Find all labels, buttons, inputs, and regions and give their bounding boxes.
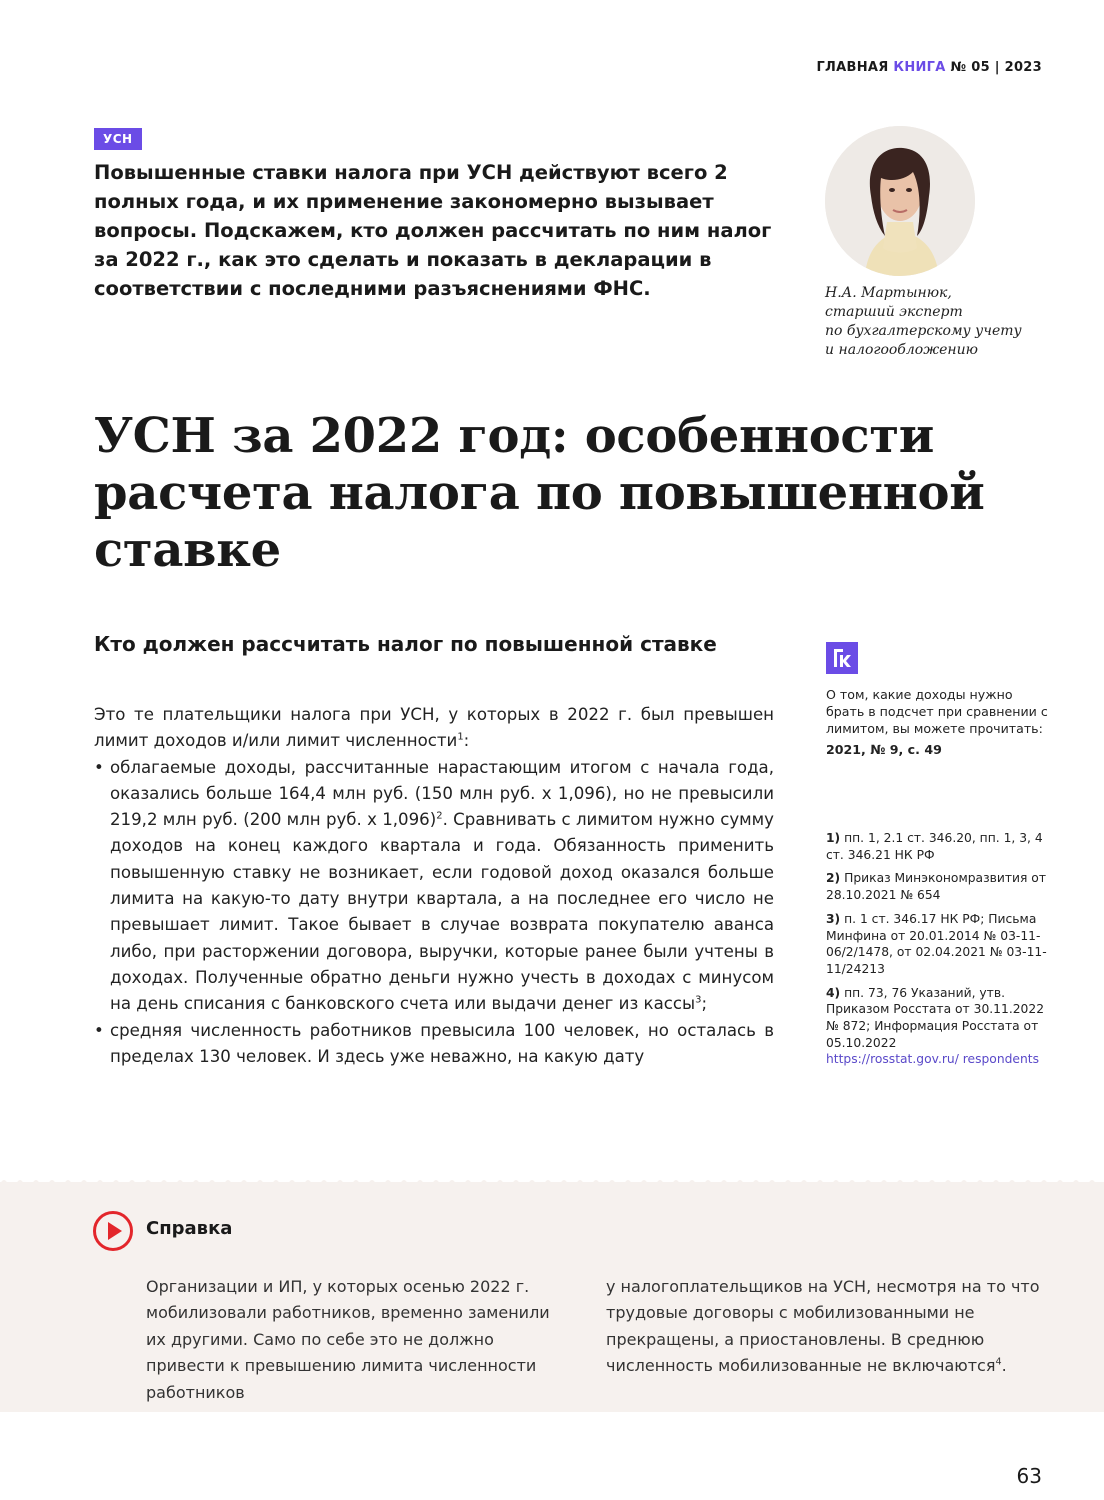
footnote-number: 2) xyxy=(826,871,841,886)
bullet1-end: ; xyxy=(701,994,708,1014)
section-subhead: Кто должен рассчитать налог по повышенной ставке xyxy=(94,632,717,656)
author-role-3: и налогообложению xyxy=(825,342,978,358)
play-icon-glyph xyxy=(92,1210,134,1252)
info-box-column-left: Организации и ИП, у которых осенью 2022 г. мобилизовали работников, временно заменили их другими. Само по себе это не должно привести к превышению лимита численности работников xyxy=(146,1277,550,1402)
gk-logo-icon[interactable] xyxy=(826,642,858,674)
footnote-text: пп. 1, 2.1 ст. 346.20, пп. 1, 3, 4 ст. 346.21 НК РФ xyxy=(826,831,1043,862)
footnote-ref-1[interactable]: 1 xyxy=(457,731,464,743)
info-box-column-right xyxy=(606,1274,1046,1380)
article-body xyxy=(94,702,774,1070)
bullet1-text-b: . Сравнивать с лимитом нужно сумму доходов на конец каждого квартала и года. Обязанность применить повышенную ставку не возникает, если годовой доход оказался больше лимита на какую-то дату внутри квартала, а на последнее его число не превышает лимит. Такое бывает в случае возврата покупателю аванса либо, при расторжении договора, выручки, которые ранее были учтены в доходах. Полученные обратно деньги нужно учесть в доходах с минусом на день списания с банковского счета или выдачи денег из кассы xyxy=(110,810,774,1014)
author-role-2: по бухгалтерскому учету xyxy=(825,323,1022,339)
play-icon xyxy=(92,1210,134,1252)
list-item xyxy=(94,1018,774,1071)
author-caption xyxy=(825,284,1045,360)
footnote-item xyxy=(826,830,1058,863)
bullet1-text-a: облагаемые доходы, рассчитанные нарастающим итогом с начала года, оказались больше 164,4 млн руб. (150 млн руб. х 1,096), но не превысили 219,2 млн руб. (200 млн руб. х 1,096) xyxy=(110,757,774,830)
footnote-ref-2[interactable]: 2 xyxy=(436,810,443,822)
masthead-issue: № 05 | 2023 xyxy=(945,60,1042,75)
author-portrait xyxy=(825,126,975,276)
criteria-list xyxy=(94,755,774,1071)
section-tag: УСН xyxy=(94,128,142,150)
side-note-text: О том, какие доходы нужно брать в подсчет при сравнении с лимитом, вы можете прочитать: xyxy=(826,687,1048,736)
side-note-reference[interactable]: 2021, № 9, с. 49 xyxy=(826,742,942,757)
footnote-ref-3[interactable]: 3 xyxy=(695,994,702,1006)
author-role-1: старший эксперт xyxy=(825,304,963,320)
footnote-item xyxy=(826,911,1058,978)
footnote-item xyxy=(826,985,1058,1069)
info-box-title: Справка xyxy=(146,1218,233,1239)
list-item xyxy=(94,755,774,1018)
footnote-text: п. 1 ст. 346.17 НК РФ; Письма Минфина от 20.01.2014 № 03-11-06/2/1478, от 02.04.2021 № 03-11-11/24213 xyxy=(826,911,1047,976)
footnote-number: 1) xyxy=(826,831,841,845)
info-right-end: . xyxy=(1001,1356,1007,1376)
footnote-ref-4[interactable]: 4 xyxy=(995,1356,1002,1368)
body-intro-end: : xyxy=(463,731,470,751)
footnote-text: Приказ Минэкономразвития от 28.10.2021 № 654 xyxy=(826,871,1046,903)
author-portrait-icon xyxy=(825,126,975,276)
masthead-brand-1: ГЛАВНАЯ xyxy=(816,60,894,75)
masthead-brand-2: КНИГА xyxy=(893,60,946,75)
footnotes xyxy=(826,830,1058,1075)
lead-paragraph: Повышенные ставки налога при УСН действуют всего 2 полных года, и их применение закономерно вызывает вопросы. Подскажем, кто должен рассчитать по ним налог за 2022 г., как это сделать и показать в декларации в соответствии с последними разъяснениями ФНС. xyxy=(94,161,772,300)
footnote-number: 3) xyxy=(826,911,841,926)
footnote-number: 4) xyxy=(826,985,841,1000)
author-name: Н.А. Мартынюк, xyxy=(825,285,952,301)
info-right-text: у налогоплательщиков на УСН, несмотря на то что трудовые договоры с мобилизованными не прекращены, а приостановлены. В среднюю численность мобилизованные не включаются xyxy=(606,1277,1040,1376)
masthead xyxy=(816,60,1042,75)
article-headline: УСН за 2022 год: особенности расчета налога по повышенной ставке xyxy=(94,408,985,578)
footnote-text: пп. 73, 76 Указаний, утв. Приказом Росстата от 30.11.2022 № 872; Информация Росстата от 05.10.2022 xyxy=(826,985,1045,1050)
rosstat-link[interactable]: https://rosstat.gov.ru/ respondents xyxy=(826,1052,1040,1067)
wave-border xyxy=(0,1176,1104,1184)
body-intro xyxy=(94,702,774,755)
body-intro-text: Это те плательщики налога при УСН, у которых в 2022 г. был превышен лимит доходов и/или лимит численности xyxy=(94,705,774,751)
page-number: 63 xyxy=(1016,1464,1042,1488)
footnote-item xyxy=(826,870,1058,903)
side-note xyxy=(826,686,1051,758)
gk-logo-glyph xyxy=(826,642,858,674)
bullet2-text: средняя численность работников превысила 100 человек, но осталась в пределах 130 человек. И здесь уже неважно, на какую дату xyxy=(110,1020,774,1066)
